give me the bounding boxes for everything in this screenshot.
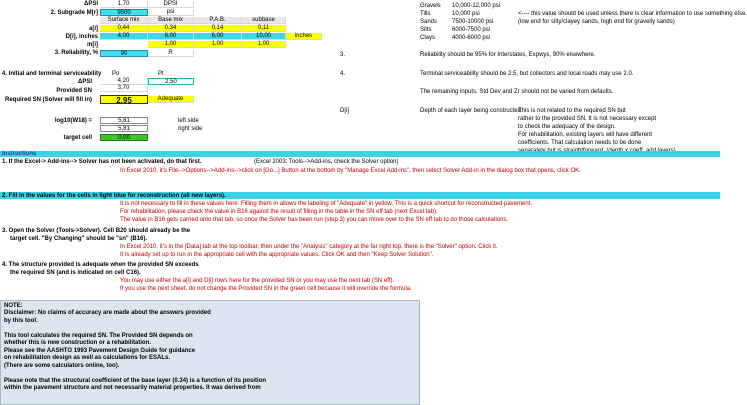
step4-line-a: 4. The structure provided is adequate when the provided SN exceeds xyxy=(2,262,199,268)
depth-side-3: For rehabilitation, existing layers will have different xyxy=(518,132,652,138)
step4-red-1: If you use the next sheet, do not change the Provided SN in the green cell because it will override the formula. xyxy=(120,286,412,292)
step3-line-a: 3. Open the Solver (Tools->Solver). Cell B20 should already be the xyxy=(2,228,191,234)
step1-extra: (Excel 2003: Tools-->Add-ins, check the Solver option) xyxy=(254,159,399,165)
soil-range-2: 7500-10000 psi xyxy=(452,19,494,25)
a-pab[interactable]: 0,14 xyxy=(194,25,242,32)
note-remaining: The remaining inputs, Std Dev and Zr should not be varied from defaults. xyxy=(420,89,614,95)
note-line-11: within the pavement structure and not necessarily material properties. It was derived from xyxy=(4,385,261,391)
reliability-unit: R xyxy=(148,50,194,57)
target-cell-value[interactable]: 0,00 xyxy=(100,134,148,141)
step3-red-1: It is already set up to run in the appropriate cell with the appropriate values. Click OK and then "Keep Solver Solution". xyxy=(120,252,434,258)
required-sn-value[interactable]: 2,95 xyxy=(100,95,148,104)
soil-name-0: Gravels xyxy=(420,3,441,9)
instructions-band xyxy=(0,151,720,157)
dpsi-serv-label: ΔPSI xyxy=(78,79,92,85)
step2-red-2: The value in B16 gets carried onto that tab, so once the Solver has been run (step 3) you can move over to the SN eff tab to do those calculations. xyxy=(120,217,509,223)
a-subbase[interactable]: 0,11 xyxy=(242,25,286,32)
step4-red-0: You may use either the a[i] and D[i] rows here for the provided SN or you may use the next tab (SN eff). xyxy=(120,278,395,284)
soil-note-2: (low end for silty/clayey sands, high end for gravelly sands) xyxy=(518,19,675,25)
header-pab: P.A.B. xyxy=(194,17,242,24)
depth-text: Depth of each layer being constructed. xyxy=(420,108,523,114)
subgrade-label: 2. Subgrade M[r] xyxy=(50,10,98,16)
step2-red-1: For rehabilitation, please check the value in B16 against the result of filling in the table in the SN eff tab (next Excel tab). xyxy=(120,209,438,215)
note4-num: 4. xyxy=(340,71,346,77)
soil-range-4: 4000-6000 psi xyxy=(452,35,491,41)
soil-range-1: 10,000 psi xyxy=(452,11,480,17)
depth-side-4: coefficients. That calculation needs to be done xyxy=(518,140,642,146)
serviceability-title: 4. Initial and terminal serviceability xyxy=(2,71,102,77)
d-pab[interactable]: 6,00 xyxy=(194,33,242,40)
subgrade-input[interactable]: 9500 xyxy=(100,9,148,16)
depth-side-2: to check the adequacy of the design. xyxy=(518,124,616,130)
soil-name-2: Sands xyxy=(420,19,438,25)
log-right-text: right side xyxy=(178,126,203,132)
d-label: D[i], inches xyxy=(65,34,98,40)
m-pab[interactable]: 1,00 xyxy=(194,41,242,48)
d-base[interactable]: 6,00 xyxy=(148,33,194,40)
header-subbase: subbase xyxy=(242,17,286,24)
subgrade-unit: psi xyxy=(148,9,194,16)
reliability-label: 3. Reliability, % xyxy=(54,50,98,56)
dpsi-top-value[interactable]: 1,70 xyxy=(100,1,148,8)
provided-sn-label: Provided SN xyxy=(56,88,92,94)
note-line-5: whether this is new construction or a rehabilitation. xyxy=(4,340,152,346)
step1-text: 1. If the Excel-> Add-ins--> Solver has not been activated, do that first. xyxy=(2,159,202,165)
dpsi-top-label: ΔPSI xyxy=(84,1,98,7)
step3-red-0: In Excel 2010, it's in the [Data] tab at the top toolbar, then under the "Analysis" category at the far right top, there is the "Solver" option. Click it. xyxy=(120,244,498,250)
soil-note-1: <---- this value should be used unless there is clear information to use something else. xyxy=(518,11,747,17)
note-box xyxy=(0,300,420,405)
step2-red-0: It is not necessary to fill in these values here. Filling them in allows the labeling of "Adequate" in yellow. This is a quick shortcut for reconstructed pavement. xyxy=(120,201,533,207)
note-line-8: (There are some calculators online, too). xyxy=(4,363,120,369)
note-line-6: Please see the AASHTO 1993 Pavement Design Guide for guidance xyxy=(4,348,196,354)
adequate-status: Adequate xyxy=(148,96,194,103)
depth-label: D[i] xyxy=(340,108,349,114)
note-line-7: on rehabilitation design as well as calculations for ESALs. xyxy=(4,355,171,361)
note3-text: Reliability should be 95% for Interstates, Expwys, 90% elsewhere. xyxy=(420,52,596,58)
a-label: a[i] xyxy=(89,26,98,32)
step4-line-b: the required SN (and is indicated on cell C16). xyxy=(10,270,141,276)
log-right-value: 5,81 xyxy=(100,125,148,132)
d-unit: inches xyxy=(286,33,322,40)
dpsi-top-unit: DPSI xyxy=(148,1,194,8)
soil-name-1: Tills xyxy=(420,11,431,17)
pt-input[interactable]: 2,50 xyxy=(148,78,194,85)
note4-text: Terminal serviceability should be 2.5, but collectors and local roads may use 2.0. xyxy=(420,71,634,77)
soil-range-0: 10,000-12,000 psi xyxy=(452,3,501,9)
dpsi-serv-value: 3,70 xyxy=(100,85,148,92)
soil-range-3: 6000-7500 psi xyxy=(452,27,491,33)
step3-line-b: target cell. "By Changing" should be "sn" (B16). xyxy=(10,236,148,242)
depth-side-1: rather to the provided SN. It is not necessary except xyxy=(518,116,657,122)
d-surface[interactable]: 4,00 xyxy=(100,33,148,40)
header-base-mix: Base mix xyxy=(148,17,194,24)
step2-text: 2. Fill in the values for the cells in light blue for reconstruction (all new layers). xyxy=(2,193,226,199)
target-cell-label: target cell xyxy=(63,135,92,141)
note-line-1: Disclaimer: No claims of accuracy are made about the answers provided xyxy=(4,310,211,316)
depth-side-0: This is not related to the required SN but xyxy=(518,108,626,114)
reliability-input[interactable]: 90 xyxy=(100,50,148,57)
m-base[interactable]: 1,00 xyxy=(148,41,194,48)
a-base[interactable]: 0,34 xyxy=(148,25,194,32)
log-label: log10(W18) = xyxy=(54,118,92,124)
po-input[interactable]: 4,20 xyxy=(100,78,148,85)
instructions-title: Instructions xyxy=(2,151,37,157)
note-line-2: by this tool. xyxy=(4,318,38,324)
required-sn-label: Required SN (Solver will fill in) xyxy=(4,97,92,103)
soil-name-4: Clays xyxy=(420,35,436,41)
note3-num: 3. xyxy=(340,52,346,58)
note-line-4: This tool calculates the required SN. The Provided SN depends on xyxy=(4,333,193,339)
pt-header: Pt xyxy=(158,71,164,77)
header-surface-mix: Surface mix xyxy=(100,17,148,24)
po-header: Po xyxy=(112,71,120,77)
soil-name-3: Silts xyxy=(420,27,432,33)
note-line-0: NOTE: xyxy=(4,303,23,309)
log-left-text: left side xyxy=(178,118,199,124)
note-line-10: Please note that the structural coefficient of the base layer (0.34) is a function of its position xyxy=(4,378,267,384)
m-label: m[i] xyxy=(87,42,98,48)
a-surface[interactable]: 0,44 xyxy=(100,25,148,32)
m-subbase[interactable]: 1,00 xyxy=(242,41,286,48)
log-left-value: 5,81 xyxy=(100,117,148,124)
d-subbase[interactable]: 10,00 xyxy=(242,33,286,40)
step1-red: In Excel 2010, it's File-->Options-->Add-ins-->click on [Go...] Button at the bottom by "Manage Excel Add-ins", then select Solver Add-in in the dialog box that opens, click OK. xyxy=(120,168,581,174)
